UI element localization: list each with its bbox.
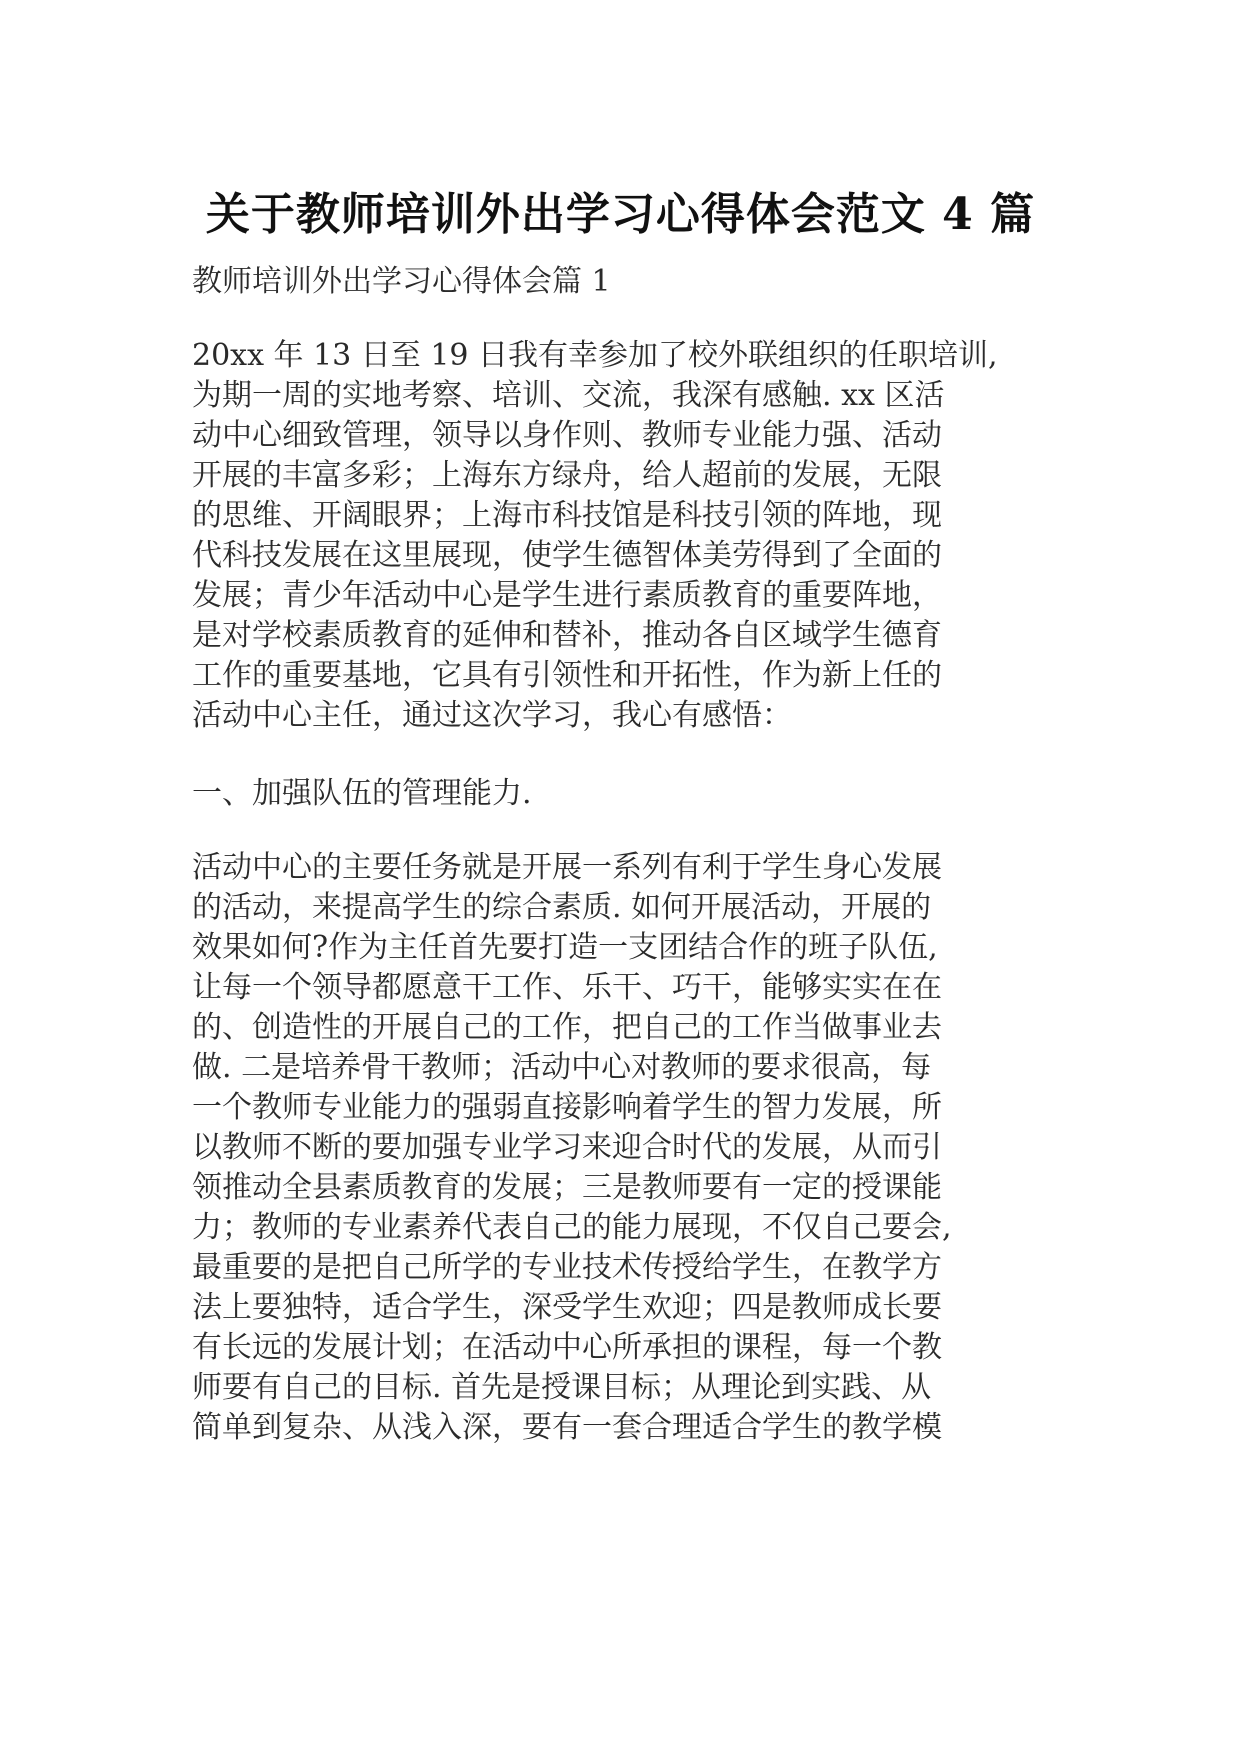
- text-line: 是对学校素质教育的延伸和替补，推动各自区域学生德育: [192, 618, 942, 653]
- subheading: 教师培训外出学习心得体会篇 1: [192, 264, 611, 299]
- text-line: 开展的丰富多彩；上海东方绿舟，给人超前的发展，无限: [192, 458, 942, 493]
- text-line: 让每一个领导都愿意干工作、乐干、巧干，能够实实在在: [192, 970, 942, 1005]
- text-line: 以教师不断的要加强专业学习来迎合时代的发展，从而引: [192, 1130, 942, 1165]
- document-title: 关于教师培训外出学习心得体会范文 4 篇: [205, 189, 1036, 240]
- text-line: 做. 二是培养骨干教师；活动中心对教师的要求很高，每: [192, 1050, 932, 1085]
- text-line: 为期一周的实地考察、培训、交流，我深有感触. xx 区活: [192, 378, 945, 413]
- text-line: 动中心细致管理，领导以身作则、教师专业能力强、活动: [192, 418, 942, 453]
- text-line: 20xx 年 13 日至 19 日我有幸参加了校外联组织的任职培训,: [192, 338, 998, 373]
- text-line: 一个教师专业能力的强弱直接影响着学生的智力发展，所: [192, 1090, 942, 1125]
- text-line: 领推动全县素质教育的发展；三是教师要有一定的授课能: [192, 1170, 942, 1205]
- text-line: 最重要的是把自己所学的专业技术传授给学生，在教学方: [192, 1250, 942, 1285]
- text-line: 活动中心主任，通过这次学习，我心有感悟：: [192, 698, 792, 733]
- text-line: 活动中心的主要任务就是开展一系列有利于学生身心发展: [192, 850, 942, 885]
- text-line: 力；教师的专业素养代表自己的能力展现，不仅自己要会,: [192, 1210, 952, 1245]
- text-line: 工作的重要基地，它具有引领性和开拓性，作为新上任的: [192, 658, 942, 693]
- text-line: 有长远的发展计划；在活动中心所承担的课程，每一个教: [192, 1330, 942, 1365]
- section-heading: 一、加强队伍的管理能力.: [192, 776, 532, 811]
- text-line: 的活动，来提高学生的综合素质. 如何开展活动，开展的: [192, 890, 932, 925]
- text-line: 简单到复杂、从浅入深，要有一套合理适合学生的教学模: [192, 1410, 942, 1445]
- text-line: 法上要独特，适合学生，深受学生欢迎；四是教师成长要: [192, 1290, 942, 1325]
- text-line: 效果如何?作为主任首先要打造一支团结合作的班子队伍,: [192, 930, 938, 965]
- text-line: 的思维、开阔眼界；上海市科技馆是科技引领的阵地，现: [192, 498, 942, 533]
- text-line: 师要有自己的目标. 首先是授课目标；从理论到实践、从: [192, 1370, 932, 1405]
- text-line: 发展；青少年活动中心是学生进行素质教育的重要阵地，: [192, 578, 942, 613]
- text-line: 代科技发展在这里展现，使学生德智体美劳得到了全面的: [192, 538, 942, 573]
- text-line: 的、创造性的开展自己的工作，把自己的工作当做事业去: [192, 1010, 942, 1045]
